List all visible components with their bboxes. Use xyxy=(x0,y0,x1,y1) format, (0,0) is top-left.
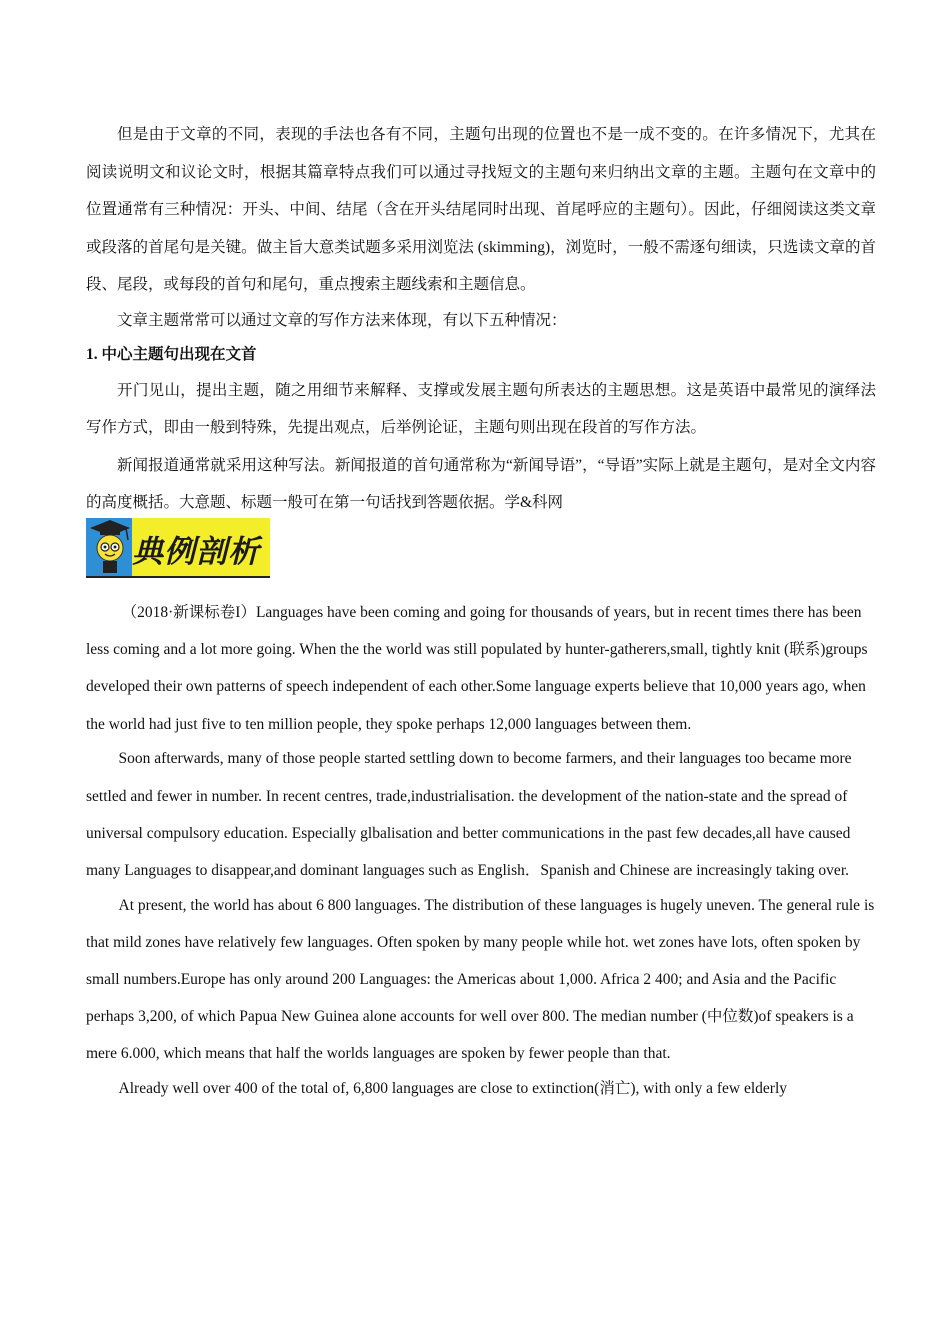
passage-paragraph-1: （2018·新课标卷I）Languages have been coming and going for thousands of years, but in recent times there has been less coming and a lot more going. When the the world was still populated by hunter-gatherers,small, tightly knit (联系)groups developed their own patterns of speech independent of each other.Some language experts believe that 10,000 years ago, when the world had just five to ten million people, they spoke perhaps 12,000 languages between them. xyxy=(86,604,868,733)
intro-paragraph-2: 文章主题常常可以通过文章的写作方法来体现，有以下五种情况： xyxy=(117,311,567,329)
passage-paragraph-4: Already well over 400 of the total of, 6,800 languages are close to extinction(消亡), with only a few elderly xyxy=(118,1080,787,1098)
passage-paragraph-3: At present, the world has about 6 800 languages. The distribution of these languages is hugely uneven. The general rule is that mild zones have relatively few languages. Often spoken by many people while hot. wet zones have lots, often spoken by small numbers.Europe has only around 200 Languages: the Americas about 1,000. Africa 2 400; and Asia and the Pacific perhaps 3,200, of which Papua New Guinea alone accounts for well over 800. The median number (中位数)of speakers is a mere 6.000, which means that half the worlds languages are spoken by fewer people than that. xyxy=(86,896,875,1063)
banner-underline xyxy=(86,576,270,578)
graduate-mascot-icon xyxy=(86,518,132,576)
example-analysis-banner xyxy=(86,518,272,580)
intro-section xyxy=(86,116,876,522)
passage-paragraph-2: Soon afterwards, many of those people started settling down to become farmers, and their languages too became more settled and fewer in number. In recent centres, trade,industrialisation. the development of the nation-state and the spread of universal compulsory education. Especially glbalisation and better communications in the past few decades,all have caused many Languages to disappear,and dominant languages such as English．Spanish and Chinese are increasingly taking over. xyxy=(86,750,852,879)
intro-paragraph-3: 开门见山，提出主题，随之用细节来解释、支撑或发展主题句所表达的主题思想。这是英语中最常见的演绎法写作方式，即由一般到特殊，先提出观点，后举例论证，主题句则出现在段首的写作方法。 xyxy=(86,381,876,436)
intro-paragraph-1: 但是由于文章的不同，表现的手法也各有不同，主题句出现的位置也不是一成不变的。在许多情况下，尤其在阅读说明文和议论文时，根据其篇章特点我们可以通过寻找短文的主题句来归纳出文章的主题。主题句在文章中的位置通常有三种情况：开头、中间、结尾（含在开头结尾同时出现、首尾呼应的主题句）。因此，仔细阅读这类文章或段落的首尾句是关键。做主旨大意类试题多采用浏览法 (skimming)，浏览时，一般不需逐句细读，只选读文章的首段、尾段，或每段的首句和尾句，重点搜索主题线索和主题信息。 xyxy=(86,126,876,293)
section-heading: 1. 中心主题句出现在文首 xyxy=(86,345,257,363)
passage-section xyxy=(86,594,876,1107)
banner-title: 典例剖析 xyxy=(132,534,260,570)
intro-paragraph-4: 新闻报道通常就采用这种写法。新闻报道的首句通常称为“新闻导语”，“导语”实际上就是主题句，是对全文内容的高度概括。大意题、标题一般可在第一句话找到答题依据。学&科网 xyxy=(86,456,876,511)
